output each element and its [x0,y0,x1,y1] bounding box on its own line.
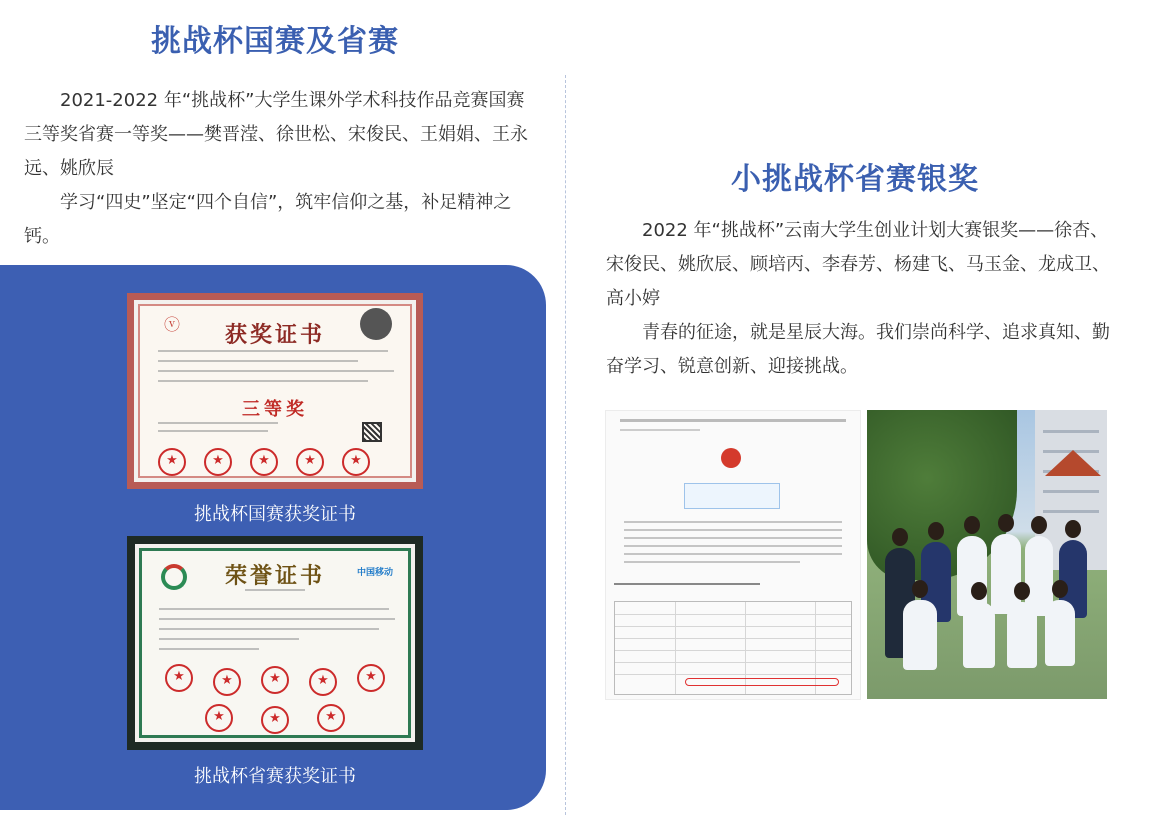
document-text-line [624,529,842,531]
right-section-title: 小挑战杯省赛银奖 [731,162,979,197]
column-divider [565,75,566,815]
right-motto-paragraph: 青春的征途，就是星辰大海。我们崇尚科学、追求真知、勤奋学习、锐意创新、迎接挑战。 [606,322,1110,377]
seal-icon [342,448,370,476]
document-text-line [624,553,842,555]
seal-icon [357,664,385,692]
document-text-line [624,545,842,547]
challenge-cup-logo-icon: ⓥ [164,315,181,334]
certificate-text-line [245,589,305,591]
seal-icon [165,664,193,692]
person-head [912,580,928,598]
red-emblem-icon [721,448,741,468]
person-head [1052,580,1068,598]
seal-icon [317,704,345,732]
person [1045,600,1075,666]
person-head [928,522,944,540]
national-certificate-caption: 挑战杯国赛获奖证书 [194,504,356,525]
document-banner [684,483,780,509]
person-head [1031,516,1047,534]
person [963,602,995,668]
certificate-prize: 三等奖 [242,399,308,420]
certificate-heading: 获奖证书 [224,322,325,348]
person [903,600,937,670]
left-section-title: 挑战杯国赛及省赛 [151,24,399,59]
certificate-text-line [158,360,358,362]
person-head [998,514,1014,532]
national-award-certificate [127,293,423,489]
certificate-text-line [158,430,268,432]
seal-icon [204,448,232,476]
person-head [964,516,980,534]
seal-icon [261,706,289,734]
certificate-heading: 荣誉证书 [224,563,325,589]
person [1007,602,1037,668]
certificate-text-line [158,350,388,352]
seal-icon [296,448,324,476]
certificate-text-line [158,380,368,382]
document-table-caption [614,583,760,585]
certificate-text-line [159,648,259,650]
china-mobile-logo-text: 中国移动 [356,568,393,578]
right-award-paragraph: 2022 年“挑战杯”云南大学生创业计划大赛银奖——徐杏、宋俊民、姚欣辰、顾培丙、李春芳、杨建飞、马玉金、龙成卫、高小婷 [606,220,1110,309]
provincial-award-certificate [127,536,423,750]
certificate-text-line [159,638,299,640]
certificate-text-line [159,628,379,630]
left-motto-paragraph: 学习“四史”坚定“四个自信”，筑牢信仰之基，补足精神之钙。 [24,192,512,247]
provincial-certificate-caption: 挑战杯省赛获奖证书 [194,766,356,787]
certificate-text-line [158,370,394,372]
certificate-text-line [159,608,389,610]
certificate-text-line [158,422,278,424]
seal-icon [261,666,289,694]
document-text-line [624,537,842,539]
person-head [1065,520,1081,538]
document-text-line [624,561,800,563]
highlighted-entry [685,678,839,686]
qr-code-icon [362,422,382,442]
document-meta-line [620,429,700,431]
seal-icon [250,448,278,476]
team-group-photo [867,410,1107,699]
seal-icon [158,448,186,476]
seal-icon [309,668,337,696]
left-award-paragraph: 2021-2022 年“挑战杯”大学生课外学术科技作品竞赛国赛三等奖省赛一等奖——樊晋滢、徐世松、宋俊民、王娟娟、王永远、姚欣辰 [24,90,528,179]
table-column [675,602,676,694]
announcement-document-image [605,410,861,700]
person-head [971,582,987,600]
results-table [614,601,852,695]
seal-icon [213,668,241,696]
document-title-line [620,419,846,422]
seal-icon [205,704,233,732]
person-head [1014,582,1030,600]
certificate-text-line [159,618,395,620]
document-text-line [624,521,842,523]
person-head [892,528,908,546]
